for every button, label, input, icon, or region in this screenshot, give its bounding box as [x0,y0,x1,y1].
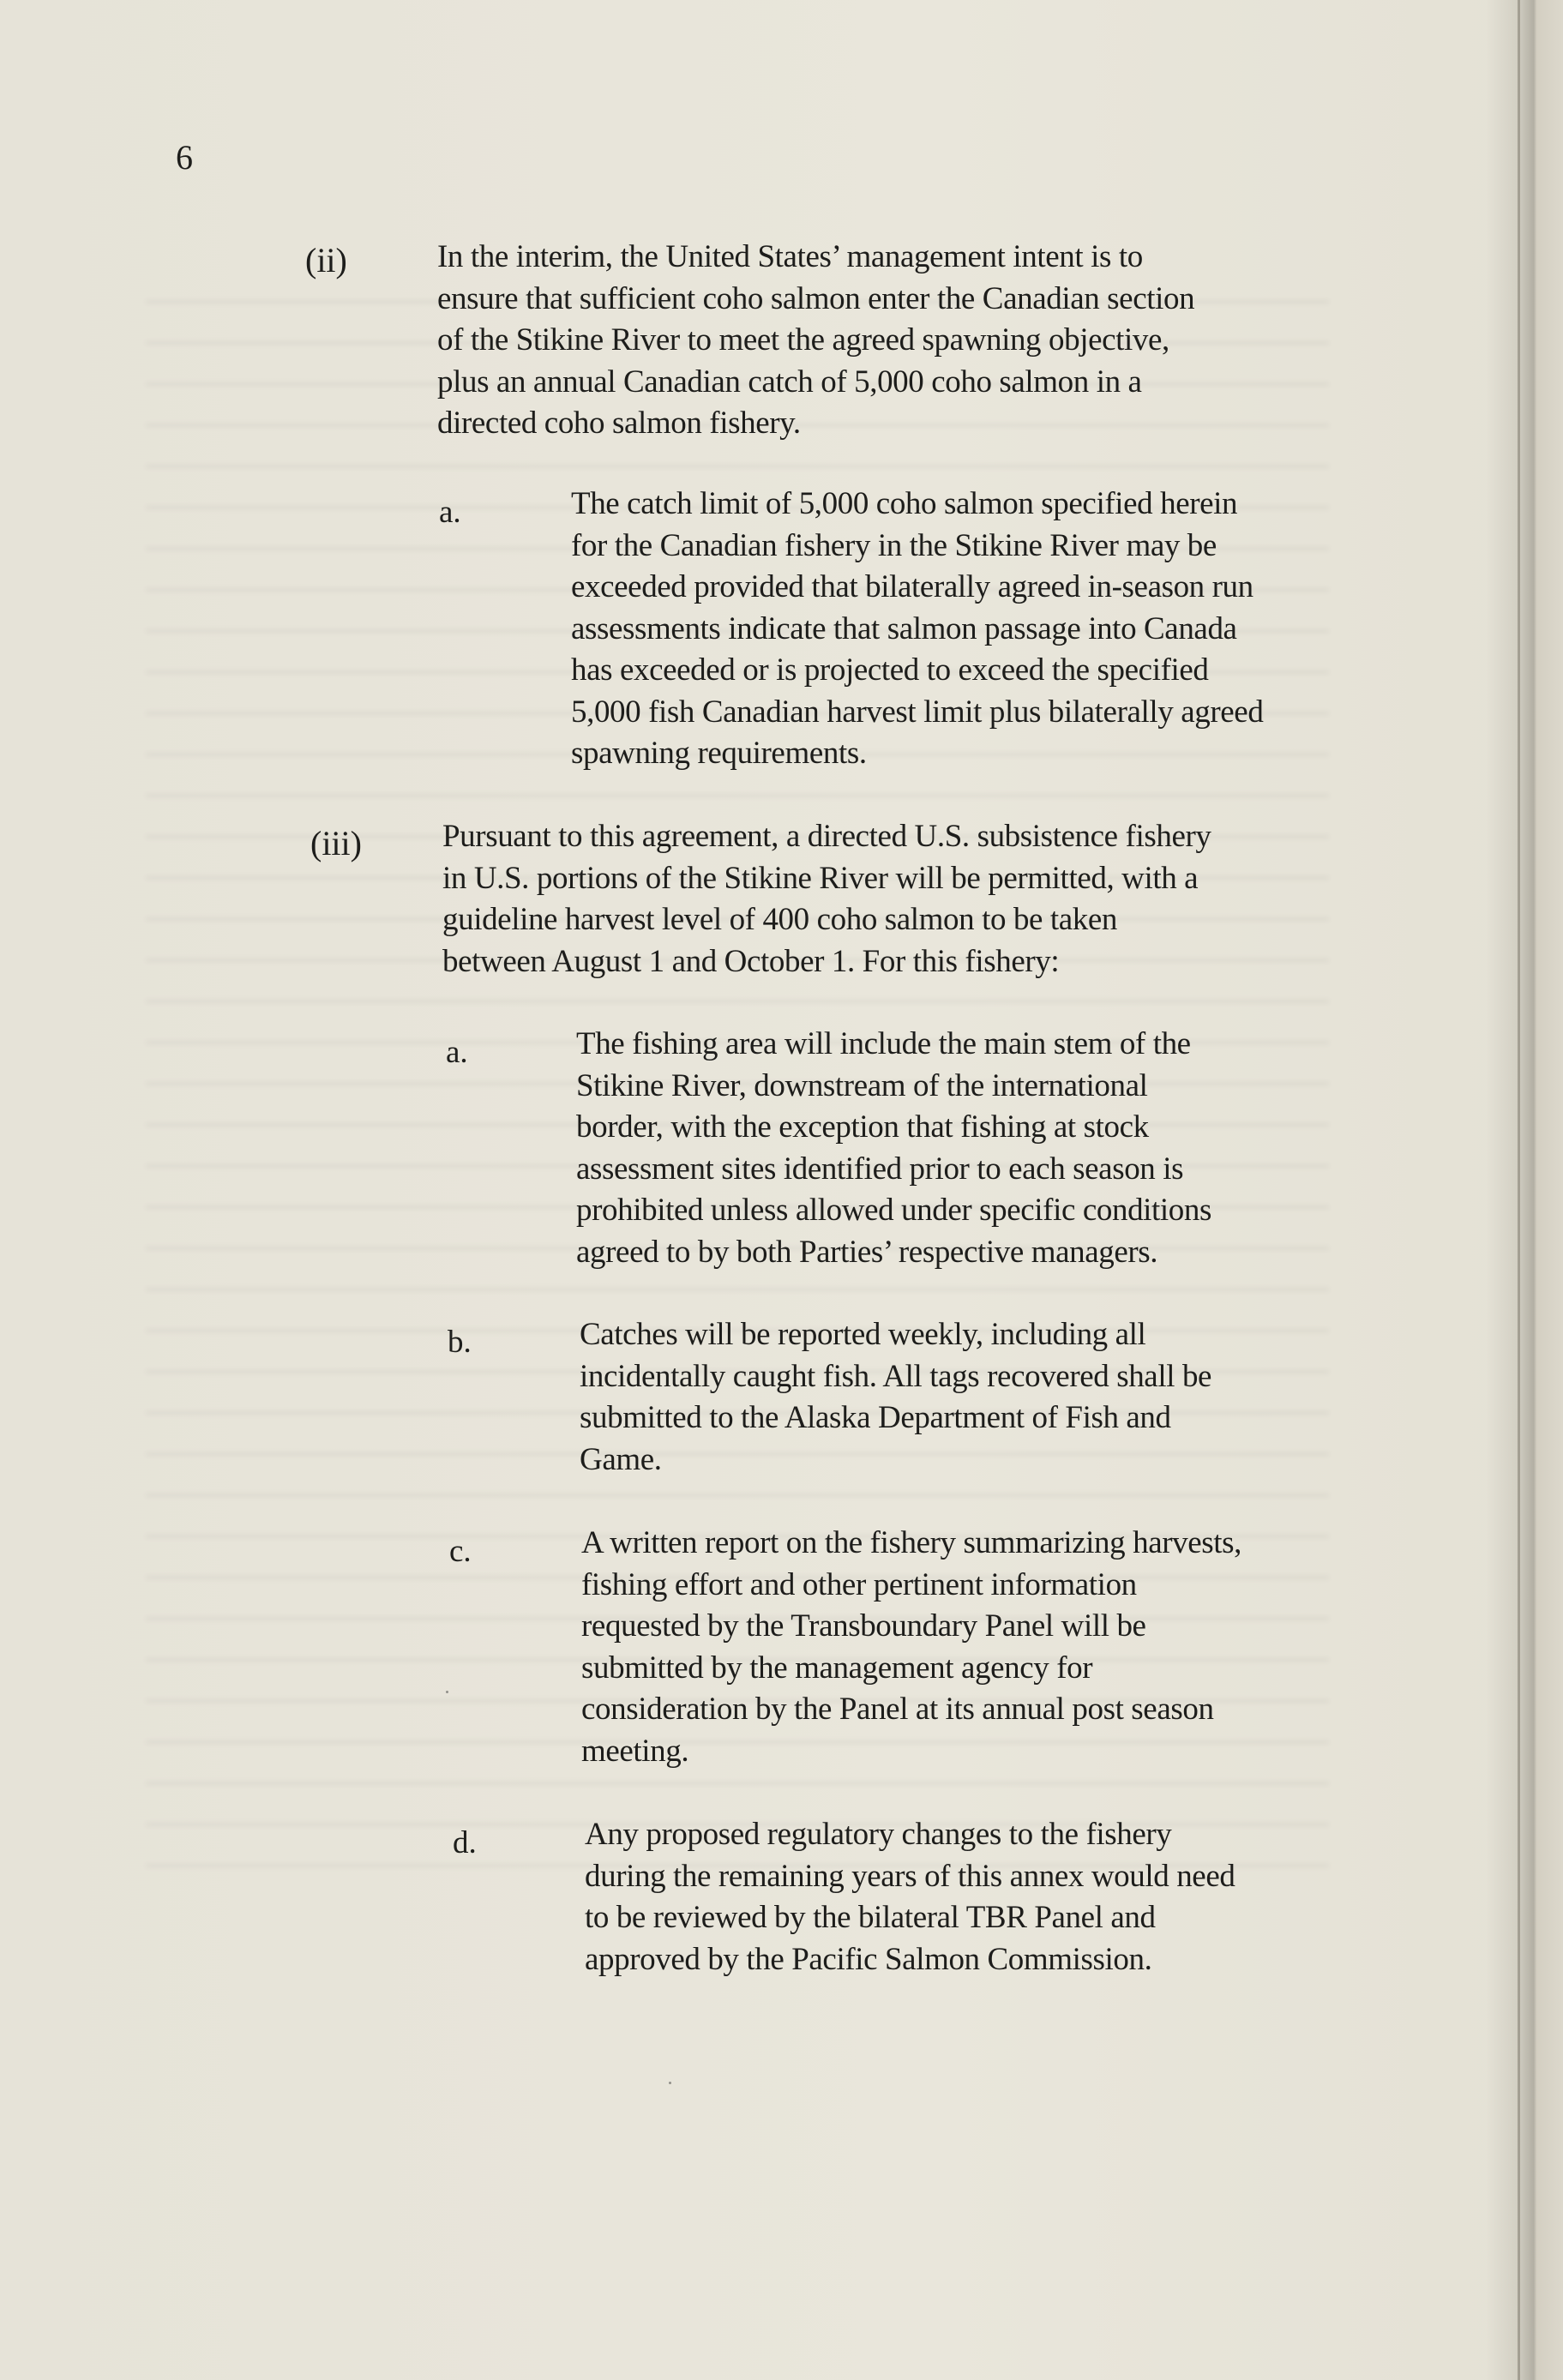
section-ii-paragraph [437,237,1194,445]
section-marker-ii: (ii) [305,241,347,279]
paragraph-line: exceeded provided that bilaterally agreed in-season run [571,569,1253,604]
item-iii-c-paragraph [581,1523,1241,1772]
section-iii-paragraph [442,816,1211,983]
item-marker-ii-a: a. [439,495,461,530]
paragraph-line: meeting. [581,1733,689,1769]
binding-shadow [1486,0,1563,2380]
paragraph-line: Game. [580,1441,662,1477]
paragraph-line: The fishing area will include the main stem of the [576,1026,1191,1061]
item-iii-b-paragraph [580,1314,1211,1481]
binding-edge [1518,0,1520,2380]
paragraph-line: during the remaining years of this annex would need [585,1858,1235,1894]
paragraph-line: to be reviewed by the bilateral TBR Panel and [585,1900,1156,1935]
paragraph-line: Any proposed regulatory changes to the fishery [585,1817,1172,1852]
paragraph-line: assessments indicate that salmon passage into Canada [571,610,1237,646]
paragraph-line: guideline harvest level of 400 coho salmon to be taken [442,902,1118,937]
item-iii-d-paragraph [585,1814,1235,1980]
paragraph-line: spawning requirements. [571,736,867,771]
item-iii-a-paragraph [576,1024,1211,1273]
paper-speck [669,2082,671,2084]
paragraph-line: incidentally caught fish. All tags recovered shall be [580,1358,1212,1394]
paragraph-line: Stikine River, downstream of the international [576,1067,1148,1103]
paragraph-line: submitted by the management agency for [581,1650,1093,1686]
paragraph-line: in U.S. portions of the Stikine River will be permitted, with a [442,860,1199,896]
paragraph-line: of the Stikine River to meet the agreed spawning objective, [437,322,1169,358]
item-marker-iii-c: c. [449,1534,472,1569]
paragraph-line: between August 1 and October 1. For this fishery: [442,943,1060,979]
paragraph-line: ensure that sufficient coho salmon enter the Canadian section [437,280,1195,316]
paragraph-line: consideration by the Panel at its annual post season [581,1692,1214,1727]
paragraph-line: for the Canadian fishery in the Stikine River may be [571,527,1217,563]
paragraph-line: Pursuant to this agreement, a directed U.S. subsistence fishery [442,819,1211,854]
paragraph-line: plus an annual Canadian catch of 5,000 coho salmon in a [437,364,1142,400]
paragraph-line: A written report on the fishery summarizing harvests, [581,1525,1242,1560]
item-marker-iii-d: d. [453,1825,477,1860]
paragraph-line: border, with the exception that fishing at stock [576,1109,1149,1145]
paragraph-line: submitted to the Alaska Department of Fish and [580,1400,1171,1435]
paragraph-line: Catches will be reported weekly, including all [580,1317,1146,1352]
section-marker-iii: (iii) [310,824,362,862]
paragraph-line: approved by the Pacific Salmon Commission. [585,1941,1152,1977]
paragraph-line: prohibited unless allowed under specific conditions [576,1193,1212,1228]
paragraph-line: agreed to by both Parties’ respective managers. [576,1234,1158,1270]
paragraph-line: requested by the Transboundary Panel will be [581,1608,1146,1644]
paragraph-line: 5,000 fish Canadian harvest limit plus bilaterally agreed [571,694,1264,730]
item-ii-a-paragraph [571,484,1263,775]
item-marker-iii-b: b. [448,1325,472,1360]
paper-speck [446,1691,448,1693]
paragraph-line: The catch limit of 5,000 coho salmon specified herein [571,486,1238,521]
item-marker-iii-a: a. [446,1035,468,1070]
paragraph-line: In the interim, the United States’ management intent is to [437,239,1143,274]
paragraph-line: has exceeded or is projected to exceed the specified [571,652,1209,688]
page-number: 6 [176,138,193,177]
paragraph-line: fishing effort and other pertinent information [581,1566,1137,1602]
paragraph-line: directed coho salmon fishery. [437,406,801,441]
paragraph-line: assessment sites identified prior to each season is [576,1151,1184,1187]
